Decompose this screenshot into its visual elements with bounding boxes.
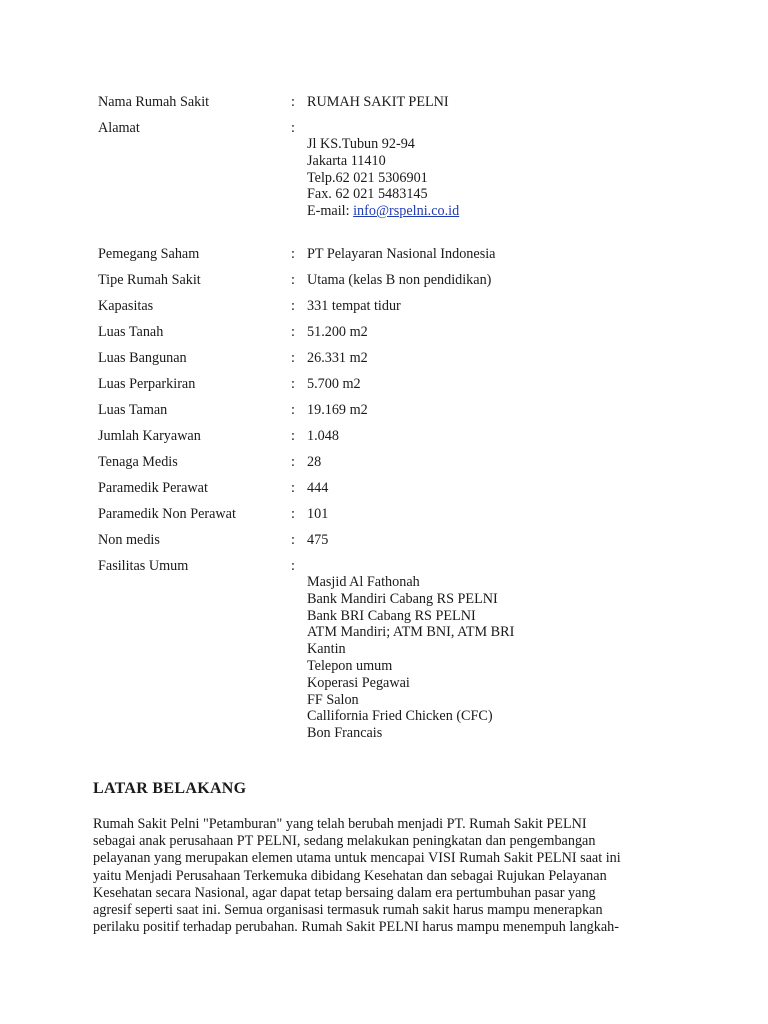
colon: : [291,402,295,418]
colon: : [291,324,295,340]
row-alamat [98,119,698,137]
alamat-telp: Telp.62 021 5306901 [307,169,428,186]
label-luas-tanah: Luas Tanah [98,324,164,340]
paragraph-line: perilaku positif terhadap perubahan. Rumah Sakit PELNI harus mampu menempuh langkah- [93,919,619,936]
colon: : [291,532,295,548]
value-tenaga-medis: 28 [307,454,322,470]
label-non-medis: Non medis [98,532,160,548]
colon: : [291,350,295,366]
colon: : [291,298,295,314]
colon: : [291,120,295,136]
alamat-line-1: Jl KS.Tubun 92-94 [307,136,415,152]
row-luas-perparkiran [98,375,698,393]
value-paramedik-perawat: 444 [307,480,329,496]
row-luas-taman [98,401,698,419]
label-luas-perparkiran: Luas Perparkiran [98,376,196,392]
alamat-fax: Fax. 62 021 5483145 [307,186,428,203]
alamat-block [307,136,459,220]
colon: : [291,376,295,392]
fasilitas-item: Bank Mandiri Cabang RS PELNI [307,590,498,607]
colon: : [291,558,295,574]
row-nama-rumah-sakit [98,93,698,111]
colon: : [291,428,295,444]
paragraph-line: Kesehatan secara Nasional, agar dapat tetap bersaing dalam era pertumbuhan pasar yang [93,884,596,901]
value-paramedik-non-perawat: 101 [307,506,329,522]
row-pemegang-saham [98,245,698,263]
value-nama-rumah-sakit: RUMAH SAKIT PELNI [307,94,449,110]
fasilitas-item: Callifornia Fried Chicken (CFC) [307,708,493,725]
row-luas-bangunan [98,349,698,367]
section-paragraph [93,816,683,936]
fasilitas-item: ATM Mandiri; ATM BNI, ATM BRI [307,624,515,641]
email-link[interactable]: info@rspelni.co.id [353,203,460,220]
fasilitas-item: Telepon umum [307,657,393,674]
row-tenaga-medis [98,453,698,471]
label-pemegang-saham: Pemegang Saham [98,246,200,262]
label-nama-rumah-sakit: Nama Rumah Sakit [98,94,210,110]
label-tipe-rumah-sakit: Tipe Rumah Sakit [98,272,201,288]
value-tipe-rumah-sakit: Utama (kelas B non pendidikan) [307,272,492,288]
row-luas-tanah [98,323,698,341]
alamat-email-line [307,203,459,220]
fasilitas-item: Koperasi Pegawai [307,674,410,691]
colon: : [291,94,295,110]
label-jumlah-karyawan: Jumlah Karyawan [98,428,201,444]
value-pemegang-saham: PT Pelayaran Nasional Indonesia [307,246,496,262]
colon: : [291,246,295,262]
value-luas-taman: 19.169 m2 [307,402,368,418]
value-luas-tanah: 51.200 m2 [307,324,368,340]
paragraph-line: pelayanan yang merupakan elemen utama untuk mencapai VISI Rumah Sakit PELNI saat ini [93,850,621,867]
fasilitas-item: FF Salon [307,691,359,708]
label-luas-taman: Luas Taman [98,402,168,418]
label-tenaga-medis: Tenaga Medis [98,454,178,470]
label-alamat: Alamat [98,120,140,136]
row-tipe-rumah-sakit [98,271,698,289]
alamat-line-2: Jakarta 11410 [307,152,386,169]
row-paramedik-perawat [98,479,698,497]
label-paramedik-non-perawat: Paramedik Non Perawat [98,506,236,522]
value-kapasitas: 331 tempat tidur [307,298,401,314]
colon: : [291,454,295,470]
row-jumlah-karyawan [98,427,698,445]
fasilitas-item: Kantin [307,641,346,658]
label-luas-bangunan: Luas Bangunan [98,350,187,366]
colon: : [291,480,295,496]
colon: : [291,506,295,522]
row-non-medis [98,531,698,549]
label-paramedik-perawat: Paramedik Perawat [98,480,208,496]
fasilitas-item: Masjid Al Fathonah [307,574,420,590]
row-fasilitas-umum [98,557,698,575]
row-kapasitas [98,297,698,315]
fasilitas-item: Bank BRI Cabang RS PELNI [307,607,476,624]
email-prefix: E-mail: [307,203,354,220]
label-fasilitas-umum: Fasilitas Umum [98,558,189,574]
section-heading: LATAR BELAKANG [93,780,247,797]
value-jumlah-karyawan: 1.048 [307,428,339,444]
label-kapasitas: Kapasitas [98,298,154,314]
paragraph-line: sebagai anak perusahaan PT PELNI, sedang melakukan peningkatan dan pengembangan [93,833,596,850]
value-non-medis: 475 [307,532,329,548]
fasilitas-item: Bon Francais [307,725,383,742]
value-luas-bangunan: 26.331 m2 [307,350,368,366]
paragraph-line: agresif seperti saat ini. Semua organisasi termasuk rumah sakit harus mampu menerapkan [93,901,603,918]
colon: : [291,272,295,288]
fasilitas-list [307,574,514,742]
paragraph-line: Rumah Sakit Pelni "Petamburan" yang telah berubah menjadi PT. Rumah Sakit PELNI [93,816,587,832]
row-paramedik-non-perawat [98,505,698,523]
paragraph-line: yaitu Menjadi Perusahaan Terkemuka dibidang Kesehatan dan sebagai Rujukan Pelayanan [93,867,607,884]
value-luas-perparkiran: 5.700 m2 [307,376,361,392]
